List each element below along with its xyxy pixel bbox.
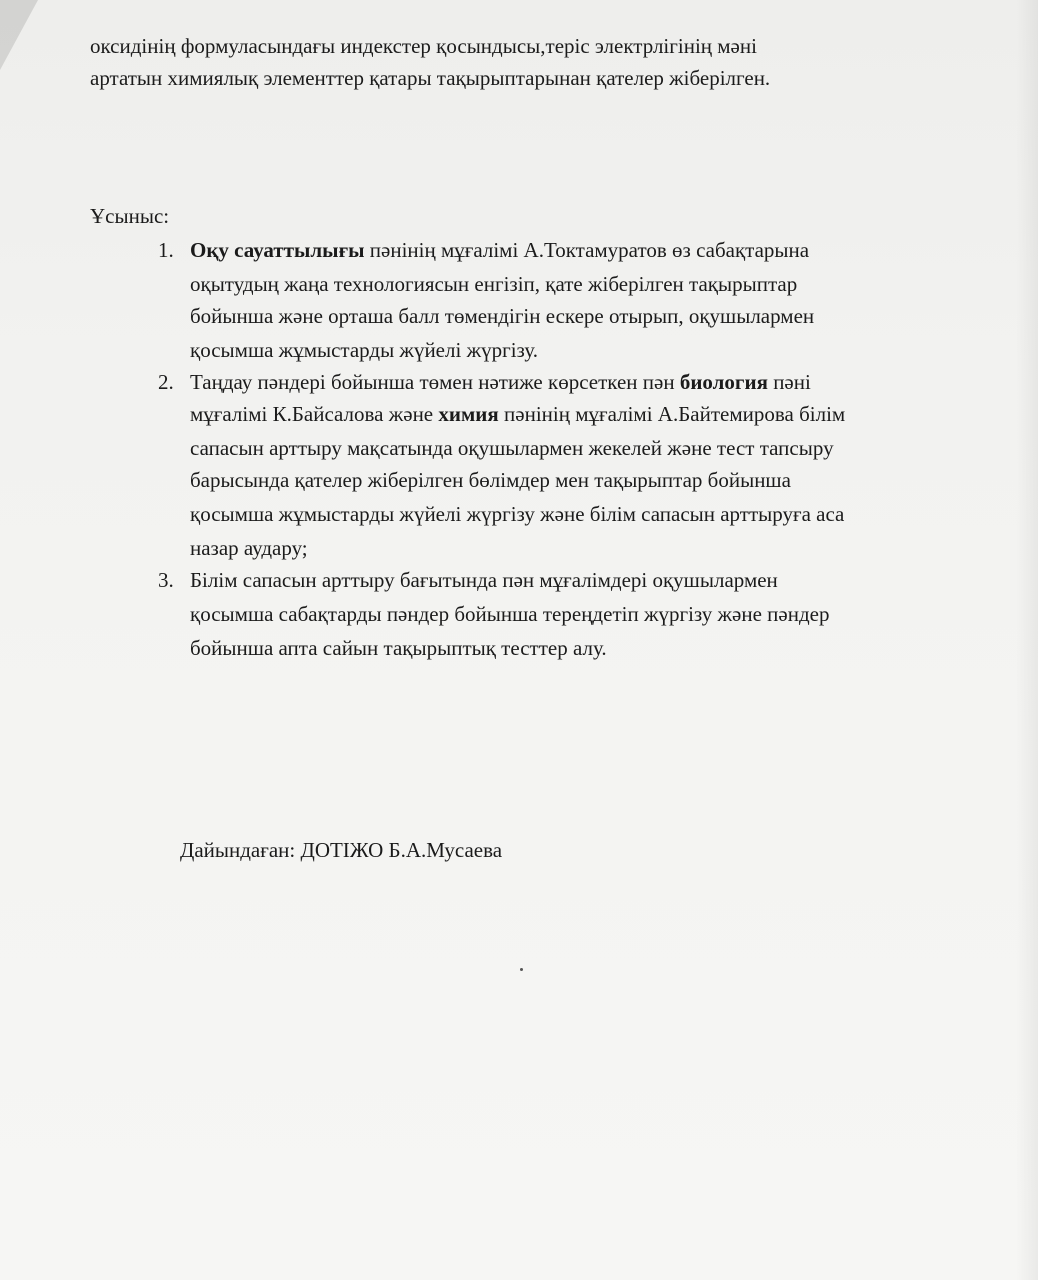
item-text: пәнінің мұғалімі А.Токтамуратов өз сабақтарына [364,238,810,262]
list-item-number: 2. [158,370,174,394]
list-item-line: қосымша жұмыстарды жүйелі жүргізу және білім сапасын арттыруға аса [190,502,845,526]
item-text: пәні [767,370,811,394]
list-item-line [190,240,809,261]
list-item-line [190,372,811,393]
list-item-line: Білім сапасын арттыру бағытында пән мұғалімдері оқушылармен [190,568,778,592]
list-item-line: қосымша жұмыстарды жүйелі жүргізу. [190,338,539,362]
bold-subject: Оқу сауаттылығы [190,238,365,262]
list-item-number: 1. [158,238,174,262]
ink-speck [520,968,523,971]
bold-subject: биология [679,370,768,394]
page-edge-shadow [1016,0,1038,1280]
list-item-line: қосымша сабақтарды пәндер бойынша тереңдетіп жүргізу және пәндер [190,602,830,626]
list-item-number: 3. [158,568,174,592]
intro-line-1: оксидінің формуласындағы индекстер қосындысы,теріс электрлігінің мәні [90,34,757,58]
list-item-line: бойынша апта сайын тақырыптық тесттер алу. [190,636,607,660]
item-text: пәнінің мұғалімі А.Байтемирова білім [498,402,846,426]
item-text: Таңдау пәндері бойынша төмен нәтиже көрсеткен пән [190,370,680,394]
list-item-line: бойынша және орташа балл төмендігін ескере отырып, оқушылармен [190,304,815,328]
list-item-line: сапасын арттыру мақсатында оқушылармен жекелей және тест тапсыру [190,436,834,460]
bleed-through-decoration [690,640,950,900]
signature-line: Дайындаған: ДОТІЖО Б.А.Мусаева [180,838,503,862]
list-item-line: барысында қателер жіберілген бөлімдер мен тақырыптар бойынша [190,468,791,492]
page-corner-shadow [0,0,38,70]
bold-subject: химия [438,402,499,426]
list-item-line: назар аудару; [190,536,308,560]
recommendations-heading: Ұсыныс: [90,204,170,228]
item-text: мұғалімі К.Байсалова және [190,402,439,426]
intro-line-2: артатын химиялық элементтер қатары тақырыптарынан қателер жіберілген. [90,66,771,90]
list-item-line [190,404,845,425]
list-item-line: оқытудың жаңа технологиясын енгізіп, қате жіберілген тақырыптар [190,272,798,296]
